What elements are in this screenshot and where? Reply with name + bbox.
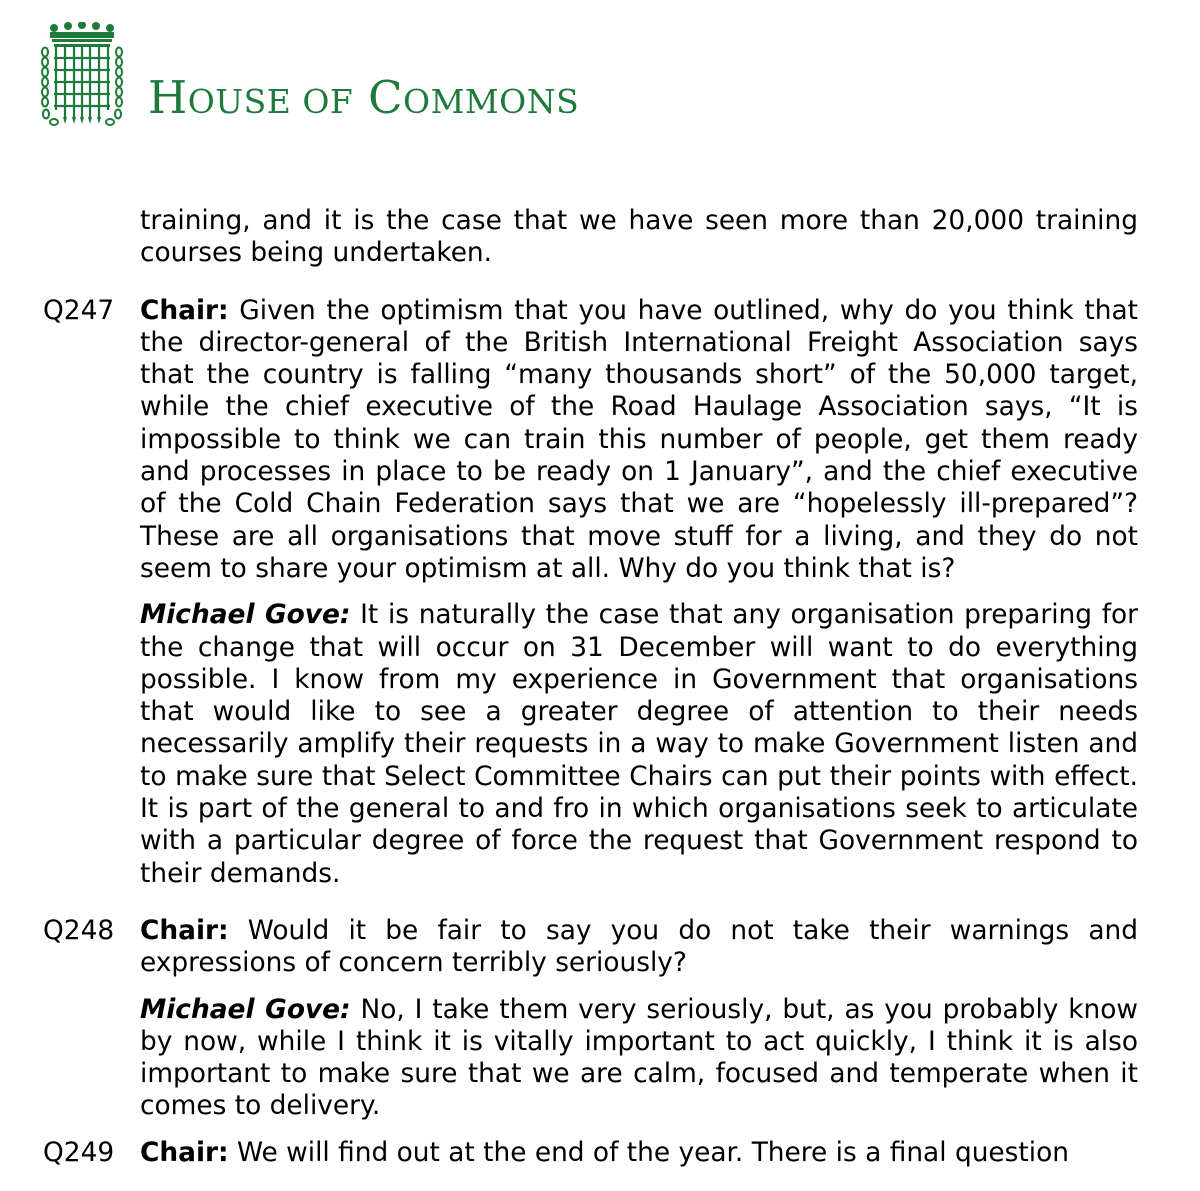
speaker-label: Chair:	[140, 1136, 229, 1168]
paragraph-text: It is naturally the case that any organisation preparing for the change that will occur on 31 December will want to do everything possible. I know from my experience in Government that organisations that would like to see a greater degree of attention to their needs necessarily amplify their requests in a way to make Government listen and to make sure that Select Committee Chairs can put their points with effect. It is part of the general to and fro in which organisations seek to articulate with a particular degree of force the request that Government respond to their demands.	[140, 599, 1138, 889]
speaker-label: Michael Gove:	[140, 993, 351, 1025]
continuation-paragraph	[140, 205, 1138, 270]
paragraph-text: We will find out at the end of the year. There is a final question	[228, 1136, 1069, 1168]
wordmark-part: OUSE	[187, 82, 303, 121]
paragraph-text: Would it be fair to say you do not take their warnings and expressions of concern terribly seriously?	[140, 914, 1138, 979]
wordmark-part: C	[353, 71, 404, 124]
paragraph-text: No, I take them very seriously, but, as you probably know by now, while I think it is vitally important to act quickly, I think it is also important to make sure that we are calm, focused and temperate when it comes to delivery.	[140, 993, 1139, 1122]
question-paragraph-q247	[43, 294, 1138, 586]
house-of-commons-wordmark	[148, 72, 579, 128]
wordmark-part: OF	[302, 82, 354, 121]
answer-paragraph	[140, 994, 1138, 1123]
portcullis-icon	[40, 22, 124, 128]
wordmark-part: H	[148, 71, 188, 124]
page-header	[40, 22, 740, 132]
speaker-label: Chair:	[140, 914, 229, 946]
question-number: Q248	[43, 914, 115, 946]
question-number: Q247	[43, 294, 115, 326]
paragraph-text: training, and it is the case that we have seen more than 20,000 training courses being undertaken.	[140, 205, 1138, 269]
question-number: Q249	[43, 1136, 115, 1168]
transcript-body	[0, 205, 1200, 1169]
answer-paragraph	[140, 599, 1138, 890]
paragraph-text: Given the optimism that you have outlined, why do you think that the director-general of the British International Freight Association says that the country is falling “many thousands short” of the 50,000 target, while the chief executive of the Road Haulage Association says, “It is impossible to think we can train this number of people, get them ready and processes in place to be ready on 1 January”, and the chief executive of the Cold Chain Federation says that we are “hopelessly ill-prepared”? These are all organisations that move stuff for a living, and they do not seem to share your optimism at all. Why do you think that is?	[140, 294, 1138, 584]
speaker-label: Chair:	[140, 294, 229, 326]
question-paragraph-q249	[43, 1136, 1138, 1169]
question-paragraph-q248	[43, 914, 1138, 980]
wordmark-part: OMMONS	[403, 82, 580, 121]
speaker-label: Michael Gove:	[140, 599, 351, 631]
